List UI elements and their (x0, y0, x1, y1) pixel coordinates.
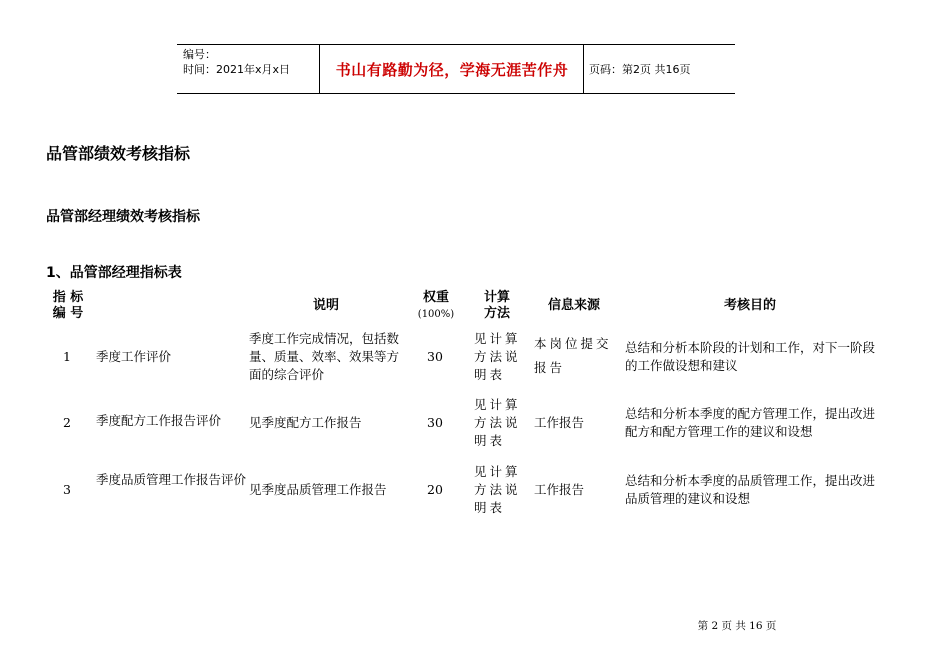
header-calc: 计算 方法 (483, 290, 510, 321)
header-meta (183, 47, 290, 77)
page-header (177, 44, 735, 94)
header-index: 指 标 编 号 (52, 290, 84, 321)
document-time: 时间：2021年x月x日 (183, 63, 291, 76)
header-page-info: 页码：第2页 共16页 (589, 63, 691, 76)
header-weight: 权重 (100%) (417, 290, 455, 320)
document-number: 编号： (183, 48, 216, 61)
header-purpose: 考核目的 (723, 298, 776, 313)
document-title: 品管部绩效考核指标 (46, 144, 191, 163)
header-divider (583, 45, 584, 93)
section-title: 1、品管部经理指标表 (46, 265, 182, 281)
page-footer: 第 2 页 共 16 页 (697, 620, 777, 632)
document-subtitle: 品管部经理绩效考核指标 (46, 209, 200, 225)
header-divider (319, 45, 320, 93)
header-motto: 书山有路勤为径，学海无涯苦作舟 (335, 60, 569, 79)
header-source: 信息来源 (547, 298, 600, 313)
header-description: 说明 (312, 298, 339, 313)
